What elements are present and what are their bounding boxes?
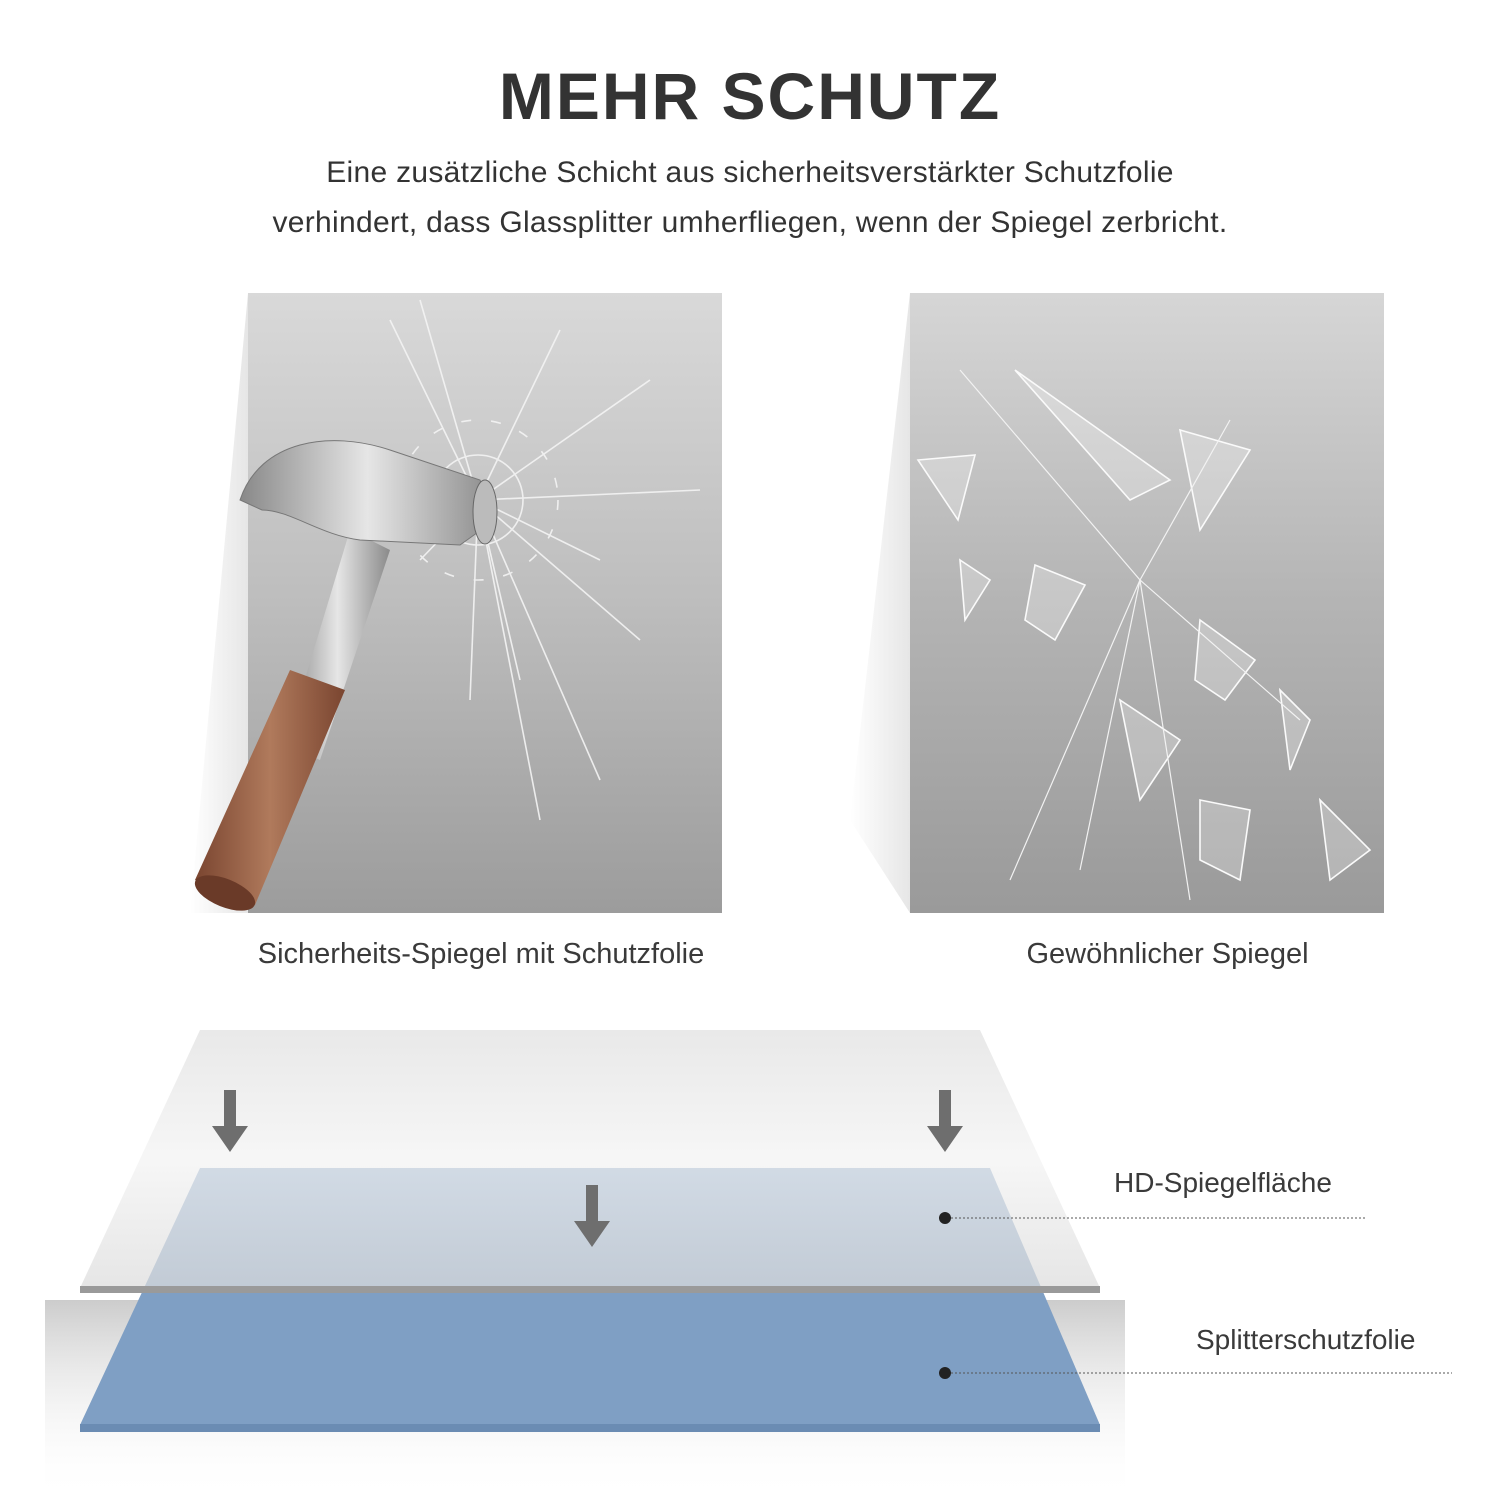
hd-mirror-surface-label: HD-Spiegelfläche xyxy=(1114,1167,1332,1198)
ordinary-mirror-caption: Gewöhnlicher Spiegel xyxy=(1026,938,1309,970)
layer-diagram xyxy=(45,1030,1452,1500)
ordinary-mirror-image xyxy=(850,293,1384,913)
safety-mirror-image xyxy=(190,293,722,918)
page-title: MEHR SCHUTZ xyxy=(498,59,1002,133)
subtitle-line-2: verhindert, dass Glassplitter umherfliegen, wenn der Spiegel zerbricht. xyxy=(272,206,1228,239)
splinter-film-label: Splitterschutzfolie xyxy=(1196,1324,1416,1355)
safety-mirror-caption: Sicherheits-Spiegel mit Schutzfolie xyxy=(257,938,705,970)
subtitle-line-1: Eine zusätzliche Schicht aus sicherheitsverstärkter Schutzfolie xyxy=(326,156,1174,189)
glass-layer xyxy=(80,1030,1100,1288)
